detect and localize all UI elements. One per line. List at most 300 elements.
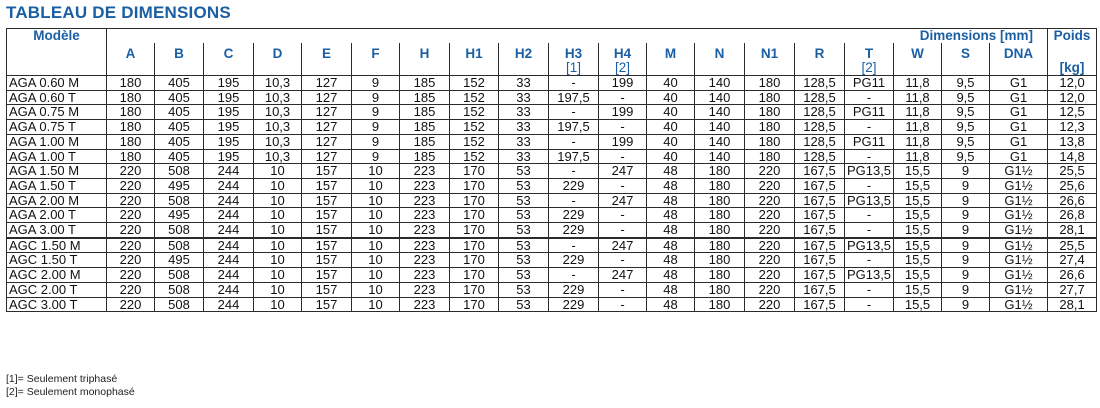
table-cell: 197,5 xyxy=(549,120,599,135)
table-cell: G1½ xyxy=(990,164,1048,179)
column-header-e: E xyxy=(302,43,352,61)
table-cell: 244 xyxy=(204,297,254,312)
table-cell: G1 xyxy=(990,134,1048,149)
table-cell: - xyxy=(599,297,647,312)
table-cell: 220 xyxy=(745,282,795,297)
table-cell: 48 xyxy=(647,297,695,312)
table-cell: 405 xyxy=(155,105,204,120)
table-cell: 27,4 xyxy=(1048,253,1097,268)
table-cell: 10 xyxy=(352,208,400,223)
model-cell: AGA 2.00 M xyxy=(7,193,107,208)
table-cell: - xyxy=(845,208,894,223)
table-cell: 220 xyxy=(745,164,795,179)
column-header-h: H xyxy=(400,43,450,61)
table-cell: 40 xyxy=(647,120,695,135)
table-cell: - xyxy=(845,178,894,193)
table-cell: 244 xyxy=(204,223,254,238)
column-header-r: R xyxy=(795,43,845,61)
table-cell: - xyxy=(549,76,599,91)
table-cell: 14,8 xyxy=(1048,149,1097,164)
table-cell: 508 xyxy=(155,268,204,283)
table-cell: 220 xyxy=(745,193,795,208)
table-cell: 247 xyxy=(599,164,647,179)
model-cell: AGA 2.00 T xyxy=(7,208,107,223)
table-cell: 33 xyxy=(499,149,549,164)
table-cell: 53 xyxy=(499,282,549,297)
table-cell: 11,8 xyxy=(894,134,942,149)
table-cell: - xyxy=(599,223,647,238)
table-cell: PG13,5 xyxy=(845,268,894,283)
table-row xyxy=(7,282,1097,297)
table-cell: 10,3 xyxy=(254,149,302,164)
table-row xyxy=(7,223,1097,238)
column-header-model: Modèle xyxy=(7,29,107,76)
table-cell: 244 xyxy=(204,164,254,179)
model-cell: AGC 3.00 T xyxy=(7,297,107,312)
table-cell: 170 xyxy=(450,282,499,297)
table-row xyxy=(7,134,1097,149)
table-cell: 244 xyxy=(204,268,254,283)
table-cell: 157 xyxy=(302,268,352,283)
table-cell: 152 xyxy=(450,76,499,91)
table-cell: 48 xyxy=(647,282,695,297)
table-cell: 13,8 xyxy=(1048,134,1097,149)
table-cell: 10 xyxy=(254,238,302,253)
table-cell: PG11 xyxy=(845,134,894,149)
table-cell: 9 xyxy=(352,105,400,120)
column-header-h3: H3 xyxy=(549,43,599,61)
column-note-w xyxy=(894,61,942,76)
table-cell: G1 xyxy=(990,76,1048,91)
table-cell: 26,6 xyxy=(1048,268,1097,283)
table-row xyxy=(7,268,1097,283)
table-cell: 180 xyxy=(107,134,155,149)
table-cell: PG13,5 xyxy=(845,164,894,179)
column-note-m xyxy=(647,61,695,76)
table-cell: 9 xyxy=(942,178,990,193)
column-header-h4: H4 xyxy=(599,43,647,61)
table-cell: 10 xyxy=(254,178,302,193)
table-cell: 10 xyxy=(352,253,400,268)
table-cell: 195 xyxy=(204,90,254,105)
table-cell: 180 xyxy=(745,134,795,149)
table-cell: 180 xyxy=(695,282,745,297)
column-header-n1: N1 xyxy=(745,43,795,61)
table-cell: 157 xyxy=(302,253,352,268)
table-cell: 229 xyxy=(549,253,599,268)
table-cell: - xyxy=(845,149,894,164)
table-cell: 15,5 xyxy=(894,297,942,312)
table-cell: 405 xyxy=(155,76,204,91)
table-cell: 48 xyxy=(647,253,695,268)
column-note-c xyxy=(204,61,254,76)
table-cell: 220 xyxy=(745,178,795,193)
table-cell: 11,8 xyxy=(894,120,942,135)
table-cell: 15,5 xyxy=(894,223,942,238)
column-note-n xyxy=(695,61,745,76)
table-cell: 40 xyxy=(647,105,695,120)
table-cell: 40 xyxy=(647,76,695,91)
table-cell: 199 xyxy=(599,76,647,91)
table-cell: G1 xyxy=(990,120,1048,135)
table-cell: 495 xyxy=(155,253,204,268)
table-cell: 140 xyxy=(695,149,745,164)
table-cell: 11,8 xyxy=(894,90,942,105)
table-cell: - xyxy=(599,282,647,297)
column-header-a: A xyxy=(107,43,155,61)
table-cell: 26,8 xyxy=(1048,208,1097,223)
table-cell: 48 xyxy=(647,208,695,223)
table-row xyxy=(7,90,1097,105)
table-cell: 508 xyxy=(155,223,204,238)
table-cell: 167,5 xyxy=(795,253,845,268)
table-cell: 195 xyxy=(204,76,254,91)
table-cell: 53 xyxy=(499,164,549,179)
table-cell: - xyxy=(549,193,599,208)
table-cell: 26,6 xyxy=(1048,193,1097,208)
table-cell: 223 xyxy=(400,193,450,208)
table-cell: 10 xyxy=(352,223,400,238)
table-cell: G1½ xyxy=(990,282,1048,297)
table-cell: 167,5 xyxy=(795,178,845,193)
table-cell: G1½ xyxy=(990,268,1048,283)
table-cell: 9,5 xyxy=(942,76,990,91)
table-cell: 15,5 xyxy=(894,164,942,179)
table-cell: 220 xyxy=(107,178,155,193)
table-cell: 170 xyxy=(450,253,499,268)
column-header-n: N xyxy=(695,43,745,61)
table-cell: 244 xyxy=(204,238,254,253)
table-cell: 140 xyxy=(695,90,745,105)
table-cell: 180 xyxy=(695,164,745,179)
column-note-e xyxy=(302,61,352,76)
model-cell: AGA 0.60 T xyxy=(7,90,107,105)
table-cell: 180 xyxy=(695,297,745,312)
column-group-dimensions: Dimensions [mm] xyxy=(107,29,1048,44)
table-cell: 229 xyxy=(549,208,599,223)
table-cell: 10,3 xyxy=(254,120,302,135)
table-cell: - xyxy=(845,253,894,268)
table-cell: 223 xyxy=(400,238,450,253)
table-cell: 185 xyxy=(400,149,450,164)
table-cell: 508 xyxy=(155,297,204,312)
table-cell: - xyxy=(549,134,599,149)
table-row xyxy=(7,76,1097,91)
table-cell: 10,3 xyxy=(254,105,302,120)
table-cell: 180 xyxy=(745,90,795,105)
column-note-b xyxy=(155,61,204,76)
table-cell: 197,5 xyxy=(549,149,599,164)
table-cell: 197,5 xyxy=(549,90,599,105)
table-cell: 33 xyxy=(499,134,549,149)
table-cell: - xyxy=(599,178,647,193)
table-cell: 53 xyxy=(499,208,549,223)
table-cell: 185 xyxy=(400,134,450,149)
column-header-t: T xyxy=(845,43,894,61)
table-cell: G1 xyxy=(990,149,1048,164)
column-note-h2 xyxy=(499,61,549,76)
table-cell: 244 xyxy=(204,193,254,208)
table-cell: 9,5 xyxy=(942,120,990,135)
table-cell: 9 xyxy=(942,268,990,283)
table-cell: 9 xyxy=(352,76,400,91)
table-cell: 170 xyxy=(450,178,499,193)
model-cell: AGC 1.50 T xyxy=(7,253,107,268)
table-cell: 128,5 xyxy=(795,105,845,120)
column-header-f: F xyxy=(352,43,400,61)
table-cell: 180 xyxy=(107,76,155,91)
table-cell: 128,5 xyxy=(795,134,845,149)
table-cell: 12,5 xyxy=(1048,105,1097,120)
table-cell: 33 xyxy=(499,90,549,105)
table-cell: G1½ xyxy=(990,223,1048,238)
model-cell: AGA 1.50 M xyxy=(7,164,107,179)
table-cell: 157 xyxy=(302,238,352,253)
table-row xyxy=(7,238,1097,253)
table-cell: 180 xyxy=(107,149,155,164)
table-cell: - xyxy=(845,90,894,105)
table-cell: 9 xyxy=(942,253,990,268)
model-cell: AGA 3.00 T xyxy=(7,223,107,238)
table-cell: 180 xyxy=(107,90,155,105)
table-cell: 170 xyxy=(450,193,499,208)
table-row xyxy=(7,164,1097,179)
table-cell: 10 xyxy=(254,282,302,297)
table-cell: 167,5 xyxy=(795,164,845,179)
table-cell: 53 xyxy=(499,253,549,268)
column-note-t: [2] xyxy=(845,61,894,76)
table-cell: 53 xyxy=(499,238,549,253)
table-cell: 157 xyxy=(302,223,352,238)
table-cell: 180 xyxy=(695,253,745,268)
table-cell: - xyxy=(845,120,894,135)
table-cell: 195 xyxy=(204,149,254,164)
table-cell: 127 xyxy=(302,105,352,120)
table-cell: 195 xyxy=(204,105,254,120)
table-cell: 180 xyxy=(695,268,745,283)
table-cell: 15,5 xyxy=(894,208,942,223)
table-cell: 9 xyxy=(942,282,990,297)
table-cell: 220 xyxy=(107,238,155,253)
column-note-r xyxy=(795,61,845,76)
table-cell: - xyxy=(845,223,894,238)
model-cell: AGC 1.50 M xyxy=(7,238,107,253)
table-cell: 223 xyxy=(400,208,450,223)
table-cell: 180 xyxy=(745,120,795,135)
table-cell: 9 xyxy=(352,134,400,149)
table-cell: - xyxy=(549,164,599,179)
table-cell: 220 xyxy=(107,223,155,238)
table-cell: 229 xyxy=(549,282,599,297)
table-cell: 48 xyxy=(647,178,695,193)
table-cell: 128,5 xyxy=(795,120,845,135)
table-cell: 9,5 xyxy=(942,90,990,105)
table-cell: 247 xyxy=(599,268,647,283)
table-cell: 157 xyxy=(302,164,352,179)
table-cell: 157 xyxy=(302,178,352,193)
column-note-n1 xyxy=(745,61,795,76)
table-cell: 25,5 xyxy=(1048,238,1097,253)
table-cell: 157 xyxy=(302,193,352,208)
footnotes xyxy=(6,373,135,399)
column-header-w: W xyxy=(894,43,942,61)
column-note-d xyxy=(254,61,302,76)
table-cell: 220 xyxy=(745,238,795,253)
table-cell: 10 xyxy=(352,178,400,193)
table-cell: PG13,5 xyxy=(845,193,894,208)
page-title: TABLEAU DE DIMENSIONS xyxy=(6,3,231,22)
table-cell: 15,5 xyxy=(894,238,942,253)
table-cell: 223 xyxy=(400,164,450,179)
table-cell: 185 xyxy=(400,76,450,91)
table-row xyxy=(7,149,1097,164)
table-cell: PG13,5 xyxy=(845,238,894,253)
table-cell: 180 xyxy=(695,238,745,253)
table-cell: 25,6 xyxy=(1048,178,1097,193)
column-header-dna: DNA xyxy=(990,43,1048,61)
table-cell: 167,5 xyxy=(795,297,845,312)
table-cell: - xyxy=(599,149,647,164)
table-cell: 152 xyxy=(450,149,499,164)
table-cell: - xyxy=(599,120,647,135)
dimensions-table xyxy=(6,28,1097,312)
table-cell: 10 xyxy=(254,164,302,179)
table-cell: 170 xyxy=(450,297,499,312)
table-cell: 152 xyxy=(450,105,499,120)
table-cell: 9,5 xyxy=(942,149,990,164)
table-cell: 140 xyxy=(695,120,745,135)
table-cell: 220 xyxy=(107,193,155,208)
table-cell: 229 xyxy=(549,297,599,312)
table-cell: PG11 xyxy=(845,105,894,120)
table-cell: 25,5 xyxy=(1048,164,1097,179)
table-cell: 180 xyxy=(745,105,795,120)
table-cell: 9 xyxy=(942,297,990,312)
table-cell: 127 xyxy=(302,90,352,105)
table-cell: 244 xyxy=(204,208,254,223)
table-cell: 15,5 xyxy=(894,253,942,268)
table-cell: 220 xyxy=(745,268,795,283)
table-cell: 9 xyxy=(942,238,990,253)
table-cell: 244 xyxy=(204,253,254,268)
model-cell: AGA 0.75 M xyxy=(7,105,107,120)
table-row xyxy=(7,297,1097,312)
column-header-d: D xyxy=(254,43,302,61)
table-cell: - xyxy=(845,297,894,312)
table-cell: 127 xyxy=(302,76,352,91)
table-cell: 15,5 xyxy=(894,178,942,193)
column-note-a xyxy=(107,61,155,76)
table-cell: 405 xyxy=(155,120,204,135)
table-cell: G1½ xyxy=(990,208,1048,223)
table-cell: 140 xyxy=(695,134,745,149)
model-cell: AGA 0.60 M xyxy=(7,76,107,91)
table-cell: - xyxy=(549,238,599,253)
table-row xyxy=(7,193,1097,208)
table-cell: 167,5 xyxy=(795,223,845,238)
table-cell: 220 xyxy=(107,164,155,179)
table-cell: 152 xyxy=(450,134,499,149)
column-note-h1 xyxy=(450,61,499,76)
column-header-weight-spacer xyxy=(1048,43,1097,61)
table-cell: 140 xyxy=(695,76,745,91)
table-cell: 167,5 xyxy=(795,238,845,253)
table-cell: 9 xyxy=(942,164,990,179)
table-cell: 167,5 xyxy=(795,282,845,297)
table-cell: 27,7 xyxy=(1048,282,1097,297)
table-cell: 10 xyxy=(254,208,302,223)
table-cell: 33 xyxy=(499,76,549,91)
table-cell: 12,0 xyxy=(1048,90,1097,105)
table-cell: 28,1 xyxy=(1048,223,1097,238)
table-cell: 128,5 xyxy=(795,149,845,164)
table-cell: 180 xyxy=(695,193,745,208)
table-cell: 170 xyxy=(450,164,499,179)
column-header-s: S xyxy=(942,43,990,61)
table-cell: 11,8 xyxy=(894,105,942,120)
footnote-2: [2]= Seulement monophasé xyxy=(6,386,135,398)
table-cell: 167,5 xyxy=(795,268,845,283)
table-cell: 223 xyxy=(400,268,450,283)
column-header-c: C xyxy=(204,43,254,61)
table-cell: - xyxy=(845,282,894,297)
table-row xyxy=(7,253,1097,268)
table-cell: 180 xyxy=(107,105,155,120)
table-cell: 48 xyxy=(647,223,695,238)
table-cell: 508 xyxy=(155,282,204,297)
table-cell: 48 xyxy=(647,193,695,208)
model-cell: AGC 2.00 T xyxy=(7,282,107,297)
table-cell: 48 xyxy=(647,238,695,253)
model-cell: AGA 1.00 M xyxy=(7,134,107,149)
table-cell: 128,5 xyxy=(795,76,845,91)
table-cell: 53 xyxy=(499,297,549,312)
table-cell: 10 xyxy=(352,164,400,179)
table-cell: - xyxy=(549,268,599,283)
footnote-1: [1]= Seulement triphasé xyxy=(6,373,118,385)
table-cell: 9 xyxy=(942,208,990,223)
table-cell: 180 xyxy=(695,208,745,223)
table-cell: 15,5 xyxy=(894,193,942,208)
table-cell: 10 xyxy=(254,268,302,283)
table-cell: 170 xyxy=(450,268,499,283)
table-row xyxy=(7,178,1097,193)
table-cell: 10 xyxy=(352,268,400,283)
table-cell: 508 xyxy=(155,164,204,179)
table-cell: 40 xyxy=(647,134,695,149)
dimensions-table-wrapper xyxy=(6,28,1094,312)
column-note-h4: [2] xyxy=(599,61,647,76)
column-header-weight: Poids xyxy=(1048,29,1097,44)
table-cell: 223 xyxy=(400,178,450,193)
table-cell: G1½ xyxy=(990,178,1048,193)
table-cell: 495 xyxy=(155,208,204,223)
table-cell: 180 xyxy=(695,178,745,193)
table-cell: 9 xyxy=(352,90,400,105)
table-cell: 11,8 xyxy=(894,76,942,91)
column-header-h1: H1 xyxy=(450,43,499,61)
column-header-m: M xyxy=(647,43,695,61)
column-note-f xyxy=(352,61,400,76)
table-cell: 167,5 xyxy=(795,193,845,208)
table-header xyxy=(7,29,1097,76)
table-cell: 9,5 xyxy=(942,134,990,149)
table-cell: 220 xyxy=(745,253,795,268)
table-cell: 28,1 xyxy=(1048,297,1097,312)
table-cell: 10 xyxy=(254,253,302,268)
table-cell: 127 xyxy=(302,149,352,164)
table-cell: 128,5 xyxy=(795,90,845,105)
